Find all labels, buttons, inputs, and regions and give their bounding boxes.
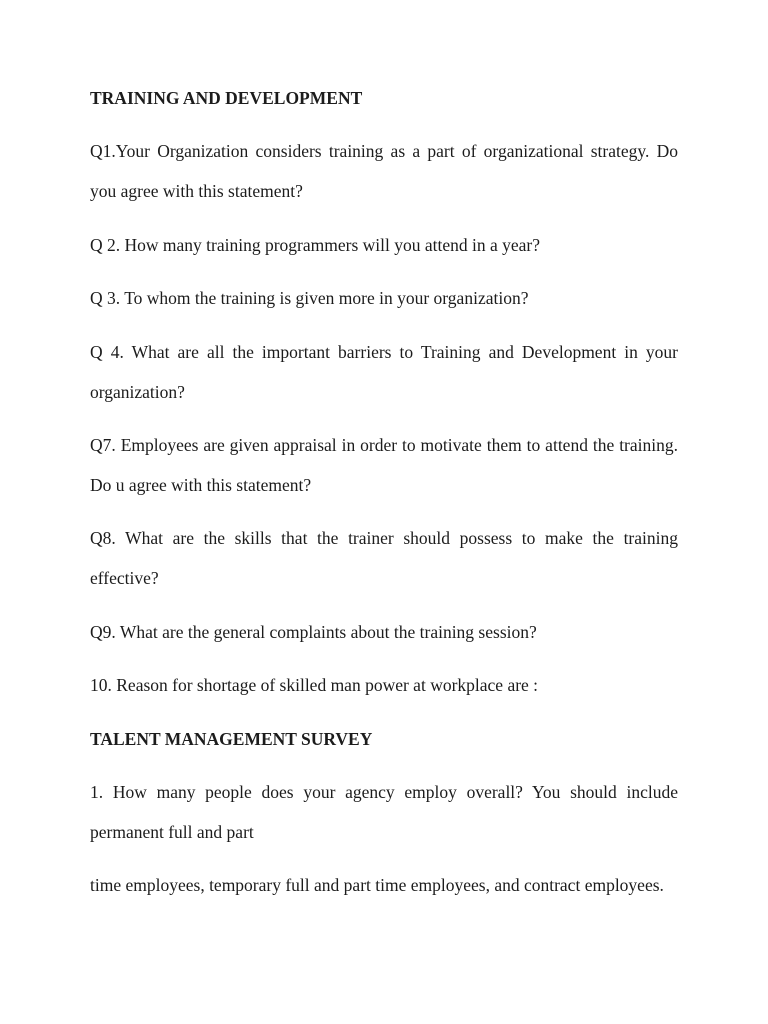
paragraph	[90, 665, 678, 705]
paragraph	[90, 332, 678, 412]
text-line: Q1.Your Organization considers training as a part of organizational strategy. Do	[90, 141, 678, 162]
paragraph	[90, 772, 678, 852]
text-line: time employees, temporary full and part time employees, and contract employees.	[90, 875, 664, 896]
paragraph	[90, 425, 678, 505]
section-heading	[90, 78, 678, 118]
text-line: permanent full and part	[90, 821, 254, 842]
text-line: effective?	[90, 568, 159, 589]
text-line: organization?	[90, 381, 185, 402]
text-line: Do u agree with this statement?	[90, 474, 312, 495]
text-line: Q 3. To whom the training is given more in your organization?	[90, 288, 529, 309]
heading-line: TALENT MANAGEMENT SURVEY	[90, 728, 373, 749]
text-line: you agree with this statement?	[90, 181, 303, 202]
text-line: Q9. What are the general complaints about the training session?	[90, 621, 537, 642]
paragraph	[90, 518, 678, 598]
text-line: Q 4. What are all the important barriers to Training and Development in your	[90, 341, 678, 362]
heading-line: TRAINING AND DEVELOPMENT	[90, 88, 363, 108]
text-line: Q8. What are the skills that the trainer should possess to make the training	[90, 528, 678, 549]
paragraph	[90, 278, 678, 318]
section-heading	[90, 719, 678, 759]
text-line: 1. How many people does your agency employ overall? You should include	[90, 781, 678, 802]
text-line: Q 2. How many training programmers will you attend in a year?	[90, 234, 541, 255]
text-line: Q7. Employees are given appraisal in order to motivate them to attend the training.	[90, 434, 678, 455]
paragraph	[90, 131, 678, 211]
paragraph	[90, 865, 678, 905]
paragraph	[90, 612, 678, 652]
text-line: 10. Reason for shortage of skilled man power at workplace are :	[90, 675, 539, 696]
paragraph	[90, 225, 678, 265]
